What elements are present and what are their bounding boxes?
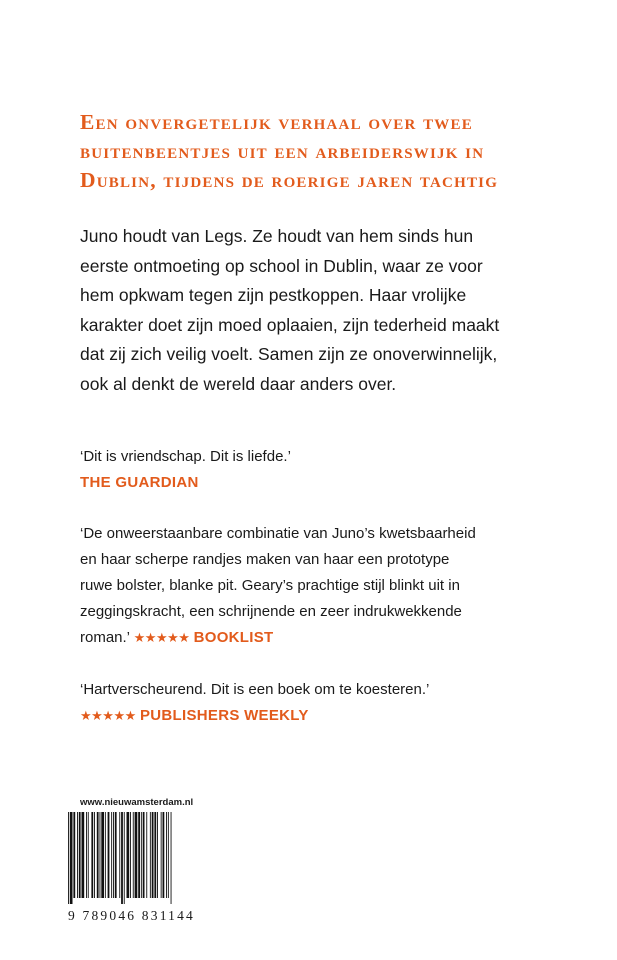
barcode-bar	[73, 812, 75, 898]
review-text: ‘Dit is vriendschap. Dit is liefde.’	[80, 448, 291, 465]
blurb-paragraph	[80, 222, 550, 400]
review-quote-booklist	[80, 521, 550, 651]
barcode-bar	[88, 812, 89, 898]
blurb-line: ook al denkt de wereld daar anders over.	[80, 373, 397, 394]
barcode-bar	[121, 812, 123, 904]
tagline	[80, 108, 580, 195]
barcode-bar	[152, 812, 154, 898]
review-text-line: zeggingskracht, een schrijnende en zeer indrukwekkende	[80, 603, 462, 620]
review-quote-guardian	[80, 444, 550, 496]
review-text-line	[80, 625, 550, 651]
barcode-bar	[82, 812, 85, 898]
barcode-bar	[154, 812, 156, 898]
blurb-line: karakter doet zijn moed oplaaien, zijn tederheid maakt	[80, 314, 500, 335]
tagline-line: buitenbeentjes uit een arbeiderswijk in	[80, 139, 485, 163]
barcode-bar	[143, 812, 145, 898]
barcode-bar	[161, 812, 162, 898]
star-rating-icon: ★★★★★	[80, 708, 136, 723]
tagline-line: Een onvergetelijk verhaal over twee	[80, 110, 473, 134]
barcode-bar	[141, 812, 142, 898]
barcode-bar	[86, 812, 87, 898]
review-source: PUBLISHERS WEEKLY	[139, 707, 309, 724]
barcode-bar	[150, 812, 151, 898]
barcode-bar	[171, 812, 172, 904]
review-source: BOOKLIST	[193, 629, 274, 646]
publisher-website: www.nieuwamsterdam.nl	[80, 797, 194, 808]
review-quote-publishers-weekly	[80, 677, 550, 729]
barcode-bar	[70, 812, 73, 904]
barcode-bar	[163, 812, 165, 898]
barcode-bar	[168, 812, 169, 898]
isbn-number: 9 789046 831144	[68, 908, 195, 923]
isbn-barcode	[68, 812, 208, 932]
barcode-bar	[157, 812, 158, 898]
barcode-bar	[166, 812, 167, 898]
review-source: THE GUARDIAN	[80, 474, 199, 491]
barcode-bar	[113, 812, 114, 898]
barcode-bar	[124, 812, 125, 904]
barcode-bar	[79, 812, 81, 898]
barcode-bar	[77, 812, 78, 898]
barcode-bar	[130, 812, 131, 898]
blurb-line: Juno houdt van Legs. Ze houdt van hem sinds hun	[80, 226, 474, 246]
barcode-bar	[119, 812, 120, 898]
barcode-bar	[101, 812, 104, 898]
barcode-bar	[91, 812, 93, 898]
barcode-bar	[105, 812, 106, 898]
barcode-bar	[115, 812, 117, 898]
review-text-line: ruwe bolster, blanke pit. Geary’s prachtige stijl blinkt uit in	[80, 577, 460, 594]
barcode-bar	[133, 812, 134, 898]
review-text-line: en haar scherpe randjes maken van haar een prototype	[80, 551, 450, 568]
barcode-bar	[135, 812, 138, 898]
review-text-end: roman.’	[80, 629, 130, 646]
review-text: ‘Hartverscheurend. Dit is een boek om te koesteren.’	[80, 681, 430, 698]
barcode-bar	[97, 812, 99, 898]
star-rating-icon: ★★★★★	[133, 630, 190, 645]
barcode-bar	[146, 812, 147, 898]
tagline-line: Dublin, tijdens de roerige jaren tachtig	[80, 168, 499, 192]
blurb-line: hem opkwam tegen zijn pestkoppen. Haar vrolijke	[80, 285, 467, 306]
barcode-bar	[108, 812, 110, 898]
blurb-line: eerste ontmoeting op school in Dublin, waar ze voor	[80, 255, 483, 276]
barcode-icon	[68, 812, 198, 904]
barcode-bar	[68, 812, 69, 904]
barcode-bar	[127, 812, 130, 898]
barcode-bar	[111, 812, 112, 898]
barcode-bar	[100, 812, 101, 898]
blurb-line: dat zij zich veilig voelt. Samen zijn ze onoverwinnelijk,	[80, 344, 498, 365]
review-text-line: ‘De onweerstaanbare combinatie van Juno’s kwetsbaarheid	[80, 525, 476, 542]
barcode-bar	[138, 812, 140, 898]
barcode-bar	[94, 812, 95, 898]
